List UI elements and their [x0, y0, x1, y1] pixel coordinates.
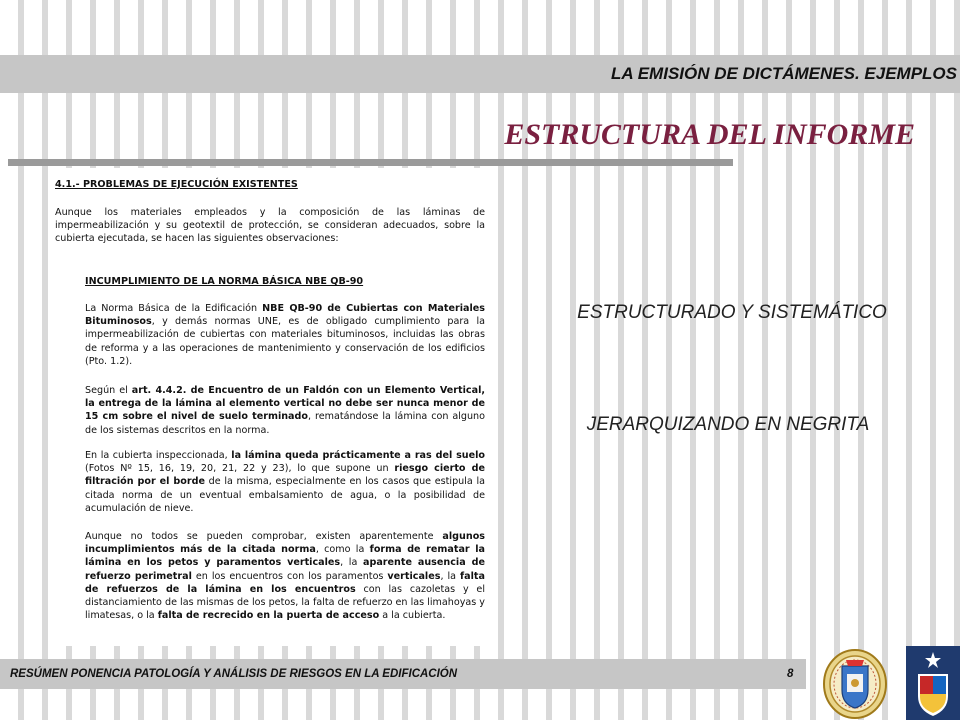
header-title: LA EMISIÓN DE DICTÁMENES. EJEMPLOS: [610, 64, 957, 83]
footer-text: RESÚMEN PONENCIA PATOLOGÍA Y ANÁLISIS DE RIESGOS EN LA EDIFICACIÓN: [10, 668, 458, 680]
title-divider: [8, 159, 733, 166]
callout-bold-hierarchy: JERARQUIZANDO EN NEGRITA: [586, 414, 870, 435]
university-seal-icon: [822, 646, 888, 720]
slide-title: ESTRUCTURA DEL INFORME: [504, 118, 915, 151]
intro-paragraph: Aunque los materiales empleados y la composición de las láminas de impermeabilización y su geotextil de protección, se consideran adecuados, sobre la cubierta ejecutada, se hacen las siguientes observaciones:: [55, 207, 485, 245]
subsection-heading: INCUMPLIMIENTO DE LA NORMA BÁSICA NBE QB-90: [85, 276, 364, 287]
callout-structured: ESTRUCTURADO Y SISTEMÁTICO: [577, 302, 887, 323]
university-shield-icon: [906, 646, 960, 720]
report-excerpt: [55, 168, 495, 646]
paragraph-norma: La Norma Básica de la Edificación NBE QB-90 de Cubiertas con Materiales Bituminosos, y demás normas UNE, es de obligado cumplimiento para la impermeabilización de cubiertas con materiales bituminosos, incluidas las obras de reforma y a las operaciones de mantenimiento y conservación de los edificios (Pto. 1.2).: [85, 303, 485, 367]
page-number: 8: [787, 668, 794, 680]
paragraph-articulo: Según el art. 4.4.2. de Encuentro de un Faldón con un Elemento Vertical, la entrega de la lámina al elemento vertical no debe ser nunca menor de 15 cm sobre el nivel de suelo terminado, rematándose la lámina con alguno de los sistemas descritos en la norma.: [85, 385, 486, 436]
section-heading: 4.1.- PROBLEMAS DE EJECUCIÓN EXISTENTES: [55, 179, 298, 190]
paragraph-incumplimientos: Aunque no todos se pueden comprobar, existen aparentemente algunos incumplimientos más de la citada norma, como la forma de rematar la lámina en los petos y paramentos verticales, la aparente ausencia de refuerzo perimetral en los encuentros con los paramentos verticales, la falta de refuerzos de la lámina en los encuentros con las cazoletas y el distanciamiento de las mismas de los petos, la falta de refuerzo en las limahoyas y limatesas, o la falta de recrecido en la puerta de acceso a la cubierta.: [85, 531, 486, 622]
paragraph-inspeccion: En la cubierta inspeccionada, la lámina queda prácticamente a ras del suelo (Fotos Nº 15, 16, 19, 20, 21, 22 y 23), lo que supone un riesgo cierto de filtración por el borde de la misma, especialmente en los casos que estipula la citada norma de un eventual embalsamiento de agua, o la posibilidad de acumulación de nieve.: [85, 450, 485, 514]
